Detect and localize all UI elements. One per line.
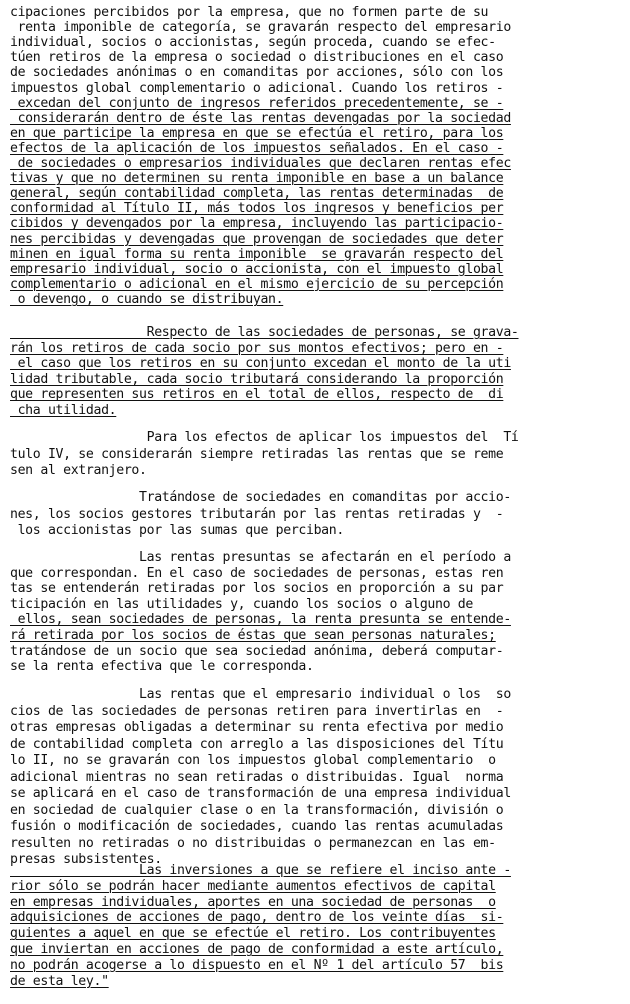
text-line: Las rentas presuntas se afectarán en el período a <box>10 550 511 565</box>
text-line: que correspondan. En el caso de sociedades de personas, estas ren <box>10 565 504 581</box>
text-line: individual, socios o accionistas, según proceda, cuando se efec- <box>10 35 496 51</box>
text-line: Las inversiones a que se refiere el inciso ante - <box>10 863 511 878</box>
text-line: en empresas individuales, aportes en una sociedad de personas o <box>10 894 496 910</box>
text-line: minen en igual forma su renta imponible se gravarán respecto del <box>10 246 504 262</box>
text-line: general, según contabilidad completa, las rentas determinadas de <box>10 186 504 202</box>
text-line: cios de las sociedades de personas retiren para invertirlas en - <box>10 703 504 719</box>
text-line: lidad tributable, cada socio tributará considerando la proporción <box>10 371 504 387</box>
text-line: Las rentas que el empresario individual o los so <box>10 687 511 702</box>
text-line: rior sólo se podrán hacer mediante aumentos efectivos de capital <box>10 878 496 894</box>
text-line: que inviertan en acciones de pago de conformidad a este artículo, <box>10 942 504 957</box>
text-line: rán los retiros de cada socio por sus montos efectivos; pero en - <box>10 340 504 356</box>
text-line: se la renta efectiva que le corresponda. <box>10 659 314 675</box>
text-line: empresario individual, socio o accionista, con el impuesto global <box>10 261 504 277</box>
text-line: considerarán dentro de éste las rentas devengadas por la sociedad <box>10 110 511 126</box>
text-line: adicional mientras no sean retiradas o distribuidas. Igual norma <box>10 769 504 785</box>
text-line: adquisiciones de acciones de pago, dentro de los veinte días si- <box>10 910 504 926</box>
text-line: excedan del conjunto de ingresos referidos precedentemente, se - <box>10 95 504 111</box>
text-line: sen al extranjero. <box>10 463 147 478</box>
text-line: lo II, no se gravarán con los impuestos global complementario o <box>10 753 496 768</box>
text-line: o devengo, o cuando se distribuyan. <box>10 291 284 307</box>
text-line: de contabilidad completa con arreglo a las disposiciones del Títu <box>10 736 504 752</box>
text-line: en sociedad de cualquier clase o en la transformación, división o <box>10 802 504 818</box>
text-line: cibidos y devengados por la empresa, incluyendo las participacio- <box>10 216 504 232</box>
text-line: ticipación en las utilidades y, cuando los socios o alguno de <box>10 596 473 612</box>
text-line: el caso que los retiros en su conjunto excedan el monto de la uti <box>10 356 511 372</box>
text-line: Respecto de las sociedades de personas, se grava- <box>10 325 519 340</box>
text-line: cipaciones percibidos por la empresa, que no formen parte de su <box>10 5 489 20</box>
text-line: tratándose de un socio que sea sociedad anónima, deberá computar- <box>10 643 504 659</box>
text-line: presas subsistentes. <box>10 852 162 867</box>
text-line: de sociedades anónimas o en comanditas por acciones, sólo con los <box>10 65 504 81</box>
text-line: tulo IV, se considerarán siempre retiradas las rentas que se reme <box>10 446 504 462</box>
text-line: Tratándose de sociedades en comanditas por accio- <box>10 490 511 505</box>
text-line: los accionistas por las sumas que perciban. <box>10 523 344 538</box>
text-line: renta imponible de categoría, se gravarán respecto del empresario <box>10 20 511 36</box>
text-line: en que participe la empresa en que se efectúa el retiro, para los <box>10 125 504 141</box>
text-line: impuestos global complementario o adicional. Cuando los retiros - <box>10 80 504 96</box>
text-line: ellos, sean sociedades de personas, la renta presunta se entende- <box>10 612 511 628</box>
text-line: cha utilidad. <box>10 403 117 418</box>
text-line: resulten no retiradas o no distribuidas o permanezcan en las em- <box>10 835 496 851</box>
text-line: fusión o modificación de sociedades, cuando las rentas acumuladas <box>10 819 504 834</box>
text-line: túen retiros de la empresa o sociedad o distribuciones en el caso <box>10 50 504 66</box>
text-line: conformidad al Título II, más todos los ingresos y beneficios per <box>10 201 504 217</box>
text-line: de sociedades o empresarios individuales que declaren rentas efec <box>10 156 511 171</box>
text-line: Para los efectos de aplicar los impuestos del Tí <box>10 430 519 445</box>
text-line: no podrán acogerse a lo dispuesto en el Nº 1 del artículo 57 bis <box>10 957 504 973</box>
text-line: efectos de la aplicación de los impuestos señalados. En el caso - <box>10 140 504 156</box>
text-line: que representen sus retiros en el total de ellos, respecto de di <box>10 387 504 403</box>
text-line: nes, los socios gestores tributarán por las rentas retiradas y - <box>10 506 504 522</box>
text-line: complementario o adicional en el mismo ejercicio de su percepción <box>10 276 504 292</box>
text-line: de esta ley." <box>10 973 109 989</box>
text-line: tivas y que no determinen su renta imponible en base a un balance <box>10 171 504 187</box>
text-line: se aplicará en el caso de transformación de una empresa individual <box>10 786 511 801</box>
text-line: guientes a aquel en que se efectúe el retiro. Los contribuyentes <box>10 926 496 942</box>
text-line: nes percibidas y devengadas que provengan de sociedades que deter <box>10 231 504 247</box>
text-line: otras empresas obligadas a determinar su renta efectiva por medio <box>10 720 504 735</box>
text-line: rá retirada por los socios de éstas que sean personas naturales; <box>10 628 496 643</box>
text-line: tas se entenderán retiradas por los socios en proporción a su par <box>10 581 504 597</box>
